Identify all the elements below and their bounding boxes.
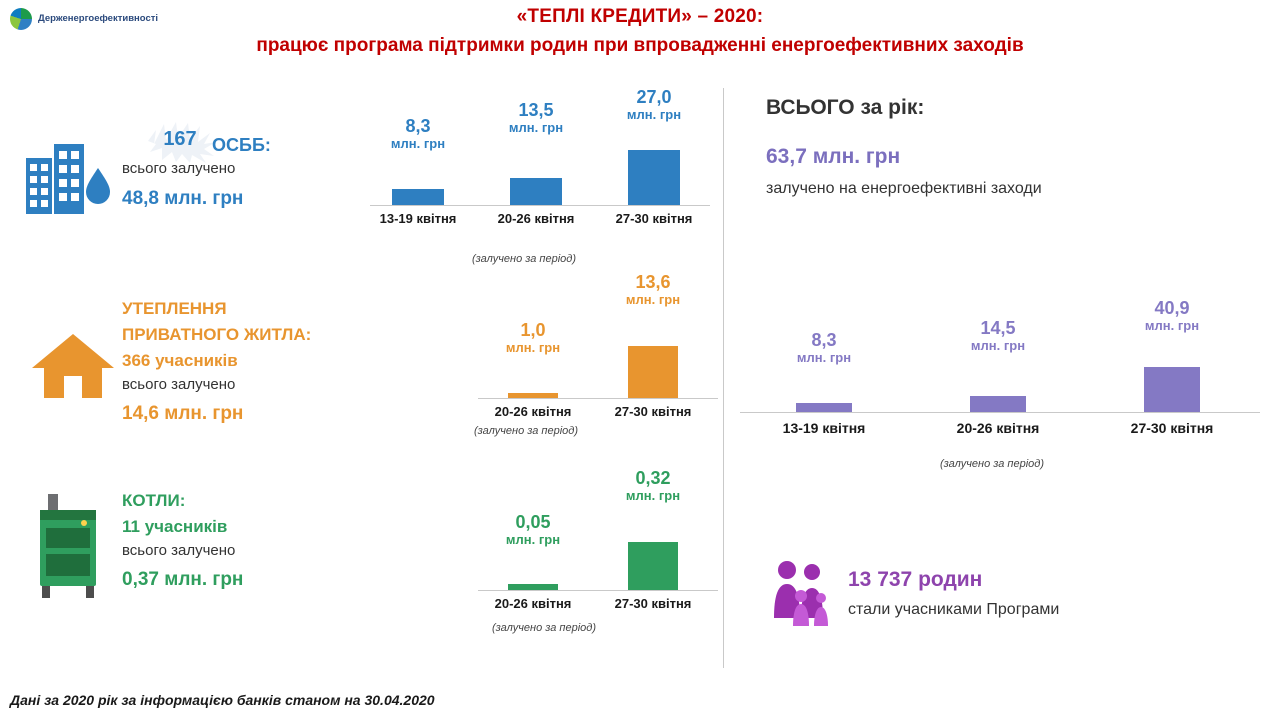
bar-boilers-1-value: 0,32	[635, 468, 671, 488]
insulation-participants: 366 учасників	[122, 350, 238, 370]
bar-insulation-1-label	[605, 272, 701, 308]
bar-total-2-unit: млн. грн	[1144, 317, 1200, 333]
bar-total-2-label	[1124, 298, 1220, 334]
total-value: 63,7 млн. грн	[766, 145, 901, 168]
total-cat-0: 13-19 квітня	[782, 420, 866, 436]
apartment-building-icon	[22, 140, 114, 220]
bar-osbb-1	[510, 178, 562, 205]
total-subtitle: залучено на енергоефективні заходи	[766, 180, 1042, 197]
bar-boilers-0-label	[485, 512, 581, 548]
bar-total-1-unit: млн. грн	[970, 337, 1026, 353]
osbb-axis-line	[370, 205, 710, 206]
insulation-title-line-1: УТЕПЛЕННЯ	[122, 299, 227, 318]
osbb-title: ОСББ:	[212, 135, 271, 155]
boilers-title: КОТЛИ:	[122, 491, 186, 510]
logo-label: Держенергоефективності	[38, 13, 159, 25]
bar-osbb-0	[392, 189, 444, 205]
insulation-text-block	[122, 298, 352, 427]
family-icon	[770, 558, 832, 628]
total-cat-2: 27-30 квітня	[1130, 420, 1214, 436]
bar-insulation-0-label	[485, 320, 581, 356]
osbb-cat-0: 13-19 квітня	[379, 211, 457, 226]
insulation-subtitle: всього залучено	[122, 375, 236, 393]
bar-boilers-1-label	[605, 468, 701, 504]
insulation-title-line-2: ПРИВАТНОГО ЖИТЛА:	[122, 324, 312, 344]
boilers-subtitle: всього залучено	[122, 541, 236, 559]
bar-total-1-label	[950, 318, 1046, 354]
bar-osbb-0-label	[370, 116, 466, 152]
osbb-cat-2: 27-30 квітня	[615, 211, 693, 226]
boilers-chart-note: (залучено за період)	[492, 622, 597, 634]
boilers-axis-line	[478, 590, 718, 591]
bar-osbb-1-value: 13,5	[518, 100, 554, 120]
bar-boilers-0-unit: млн. грн	[505, 531, 561, 547]
vertical-divider	[723, 88, 724, 668]
total-chart	[740, 300, 1260, 480]
bar-osbb-2	[628, 150, 680, 205]
osbb-amount: 48,8 млн. грн	[122, 187, 244, 209]
boilers-amount: 0,37 млн. грн	[122, 569, 244, 591]
bar-total-0-label	[776, 330, 872, 366]
bar-boilers-1	[628, 542, 678, 590]
osbb-text-block	[122, 133, 322, 211]
bar-osbb-1-label	[488, 100, 584, 136]
osbb-chart-note: (залучено за період)	[472, 253, 577, 265]
boilers-chart	[478, 468, 718, 634]
house-icon	[30, 330, 116, 402]
boilers-participants: 11 учасників	[122, 516, 228, 536]
total-title: ВСЬОГО за рік:	[766, 96, 925, 119]
bar-total-2-value: 40,9	[1154, 298, 1190, 318]
bar-total-1	[970, 396, 1026, 412]
energy-logo-icon	[10, 8, 32, 30]
osbb-subtitle: всього залучено	[122, 160, 236, 178]
families-value: 13 737 родин	[848, 568, 983, 591]
insulation-axis-line	[478, 398, 718, 399]
insulation-cat-1: 27-30 квітня	[614, 404, 692, 419]
insulation-amount: 14,6 млн. грн	[122, 403, 244, 425]
bar-insulation-1-unit: млн. грн	[625, 291, 681, 307]
osbb-chart	[370, 87, 710, 265]
footer-note: Дані за 2020 рік за інформацією банків станом на 30.04.2020	[10, 692, 435, 708]
total-chart-note: (залучено за період)	[940, 458, 1045, 470]
bar-osbb-2-label	[606, 87, 702, 123]
boilers-cat-1: 27-30 квітня	[614, 596, 692, 611]
insulation-chart-note: (залучено за період)	[474, 425, 579, 437]
bar-osbb-2-value: 27,0	[636, 87, 672, 107]
osbb-count: 167	[163, 128, 197, 150]
bar-total-0	[796, 403, 852, 412]
bar-total-2	[1144, 367, 1200, 412]
boilers-text-block	[122, 490, 342, 593]
page-title	[90, 6, 1190, 57]
total-axis-line	[740, 412, 1260, 413]
insulation-cat-0: 20-26 квітня	[494, 404, 572, 419]
bar-total-1-value: 14,5	[980, 318, 1016, 338]
title-line-1: «ТЕПЛІ КРЕДИТИ» – 2020:	[516, 6, 764, 27]
insulation-chart	[474, 272, 718, 437]
osbb-cat-1: 20-26 квітня	[497, 211, 575, 226]
boiler-icon	[32, 490, 108, 600]
bar-insulation-1	[628, 346, 678, 398]
bar-osbb-2-unit: млн. грн	[626, 106, 682, 122]
bar-insulation-1-value: 13,6	[635, 272, 671, 292]
families-subtitle: стали учасниками Програми	[848, 601, 1060, 618]
bar-total-0-unit: млн. грн	[796, 349, 852, 365]
bar-osbb-0-unit: млн. грн	[390, 135, 446, 151]
bar-osbb-0-value: 8,3	[405, 116, 431, 136]
bar-total-0-value: 8,3	[811, 330, 837, 350]
bar-boilers-1-unit: млн. грн	[625, 487, 681, 503]
bar-boilers-0-value: 0,05	[515, 512, 551, 532]
boilers-cat-0: 20-26 квітня	[494, 596, 572, 611]
total-cat-1: 20-26 квітня	[956, 420, 1040, 436]
bar-insulation-0-unit: млн. грн	[505, 339, 561, 355]
bar-insulation-0-value: 1,0	[520, 320, 546, 340]
title-line-2: працює програма підтримки родин при впровадженні енергоефективних заходів	[256, 35, 1024, 56]
bar-osbb-1-unit: млн. грн	[508, 119, 564, 135]
